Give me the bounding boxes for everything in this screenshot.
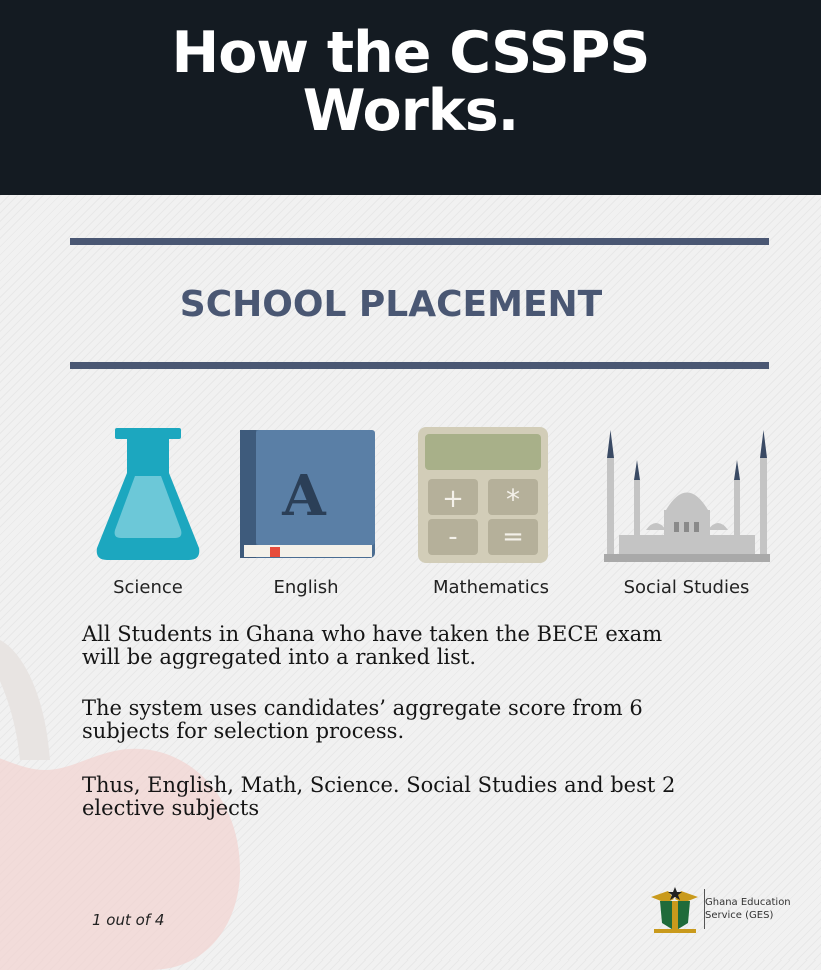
key-plus: + xyxy=(442,484,464,514)
key-minus: - xyxy=(448,522,458,552)
paragraph-subjects xyxy=(82,774,782,820)
book-letter: A xyxy=(282,463,326,529)
paragraph-line: The system uses candidates’ aggregate score from 6 xyxy=(82,696,643,720)
key-equals: = xyxy=(502,522,524,552)
divider-top xyxy=(70,238,769,245)
calculator-icon xyxy=(418,427,548,563)
subject-label-english: English xyxy=(273,577,339,598)
subject-label-science: Science xyxy=(113,577,183,598)
subject-label-mathematics: Mathematics xyxy=(433,577,549,598)
key-multiply: * xyxy=(506,483,520,516)
flask-icon xyxy=(95,428,201,562)
title-line-2: Works. xyxy=(302,78,519,144)
title-line-1: How the CSSPS xyxy=(171,20,650,86)
paragraph-line: will be aggregated into a ranked list. xyxy=(82,645,477,669)
paragraph-line: subjects for selection process. xyxy=(82,719,405,743)
section-title: SCHOOL PLACEMENT xyxy=(179,284,603,325)
paragraph-ranking xyxy=(82,623,782,669)
paragraph-line: Thus, English, Math, Science. Social Studies and best 2 xyxy=(82,773,676,797)
page-title xyxy=(0,20,821,144)
paragraph-aggregate xyxy=(82,697,782,743)
divider-bottom xyxy=(70,362,769,369)
org-name-line-2: Service (GES) xyxy=(705,910,774,921)
paragraph-line: elective subjects xyxy=(82,796,260,820)
header-banner xyxy=(0,0,821,195)
paragraph-line: All Students in Ghana who have taken the BECE exam xyxy=(82,622,663,646)
org-name-line-1: Ghana Education xyxy=(705,897,791,908)
subject-label-social-studies: Social Studies xyxy=(623,577,750,598)
page-counter: 1 out of 4 xyxy=(92,911,165,929)
mosque-icon xyxy=(604,430,770,563)
org-name xyxy=(705,896,805,922)
book-icon xyxy=(240,430,375,563)
